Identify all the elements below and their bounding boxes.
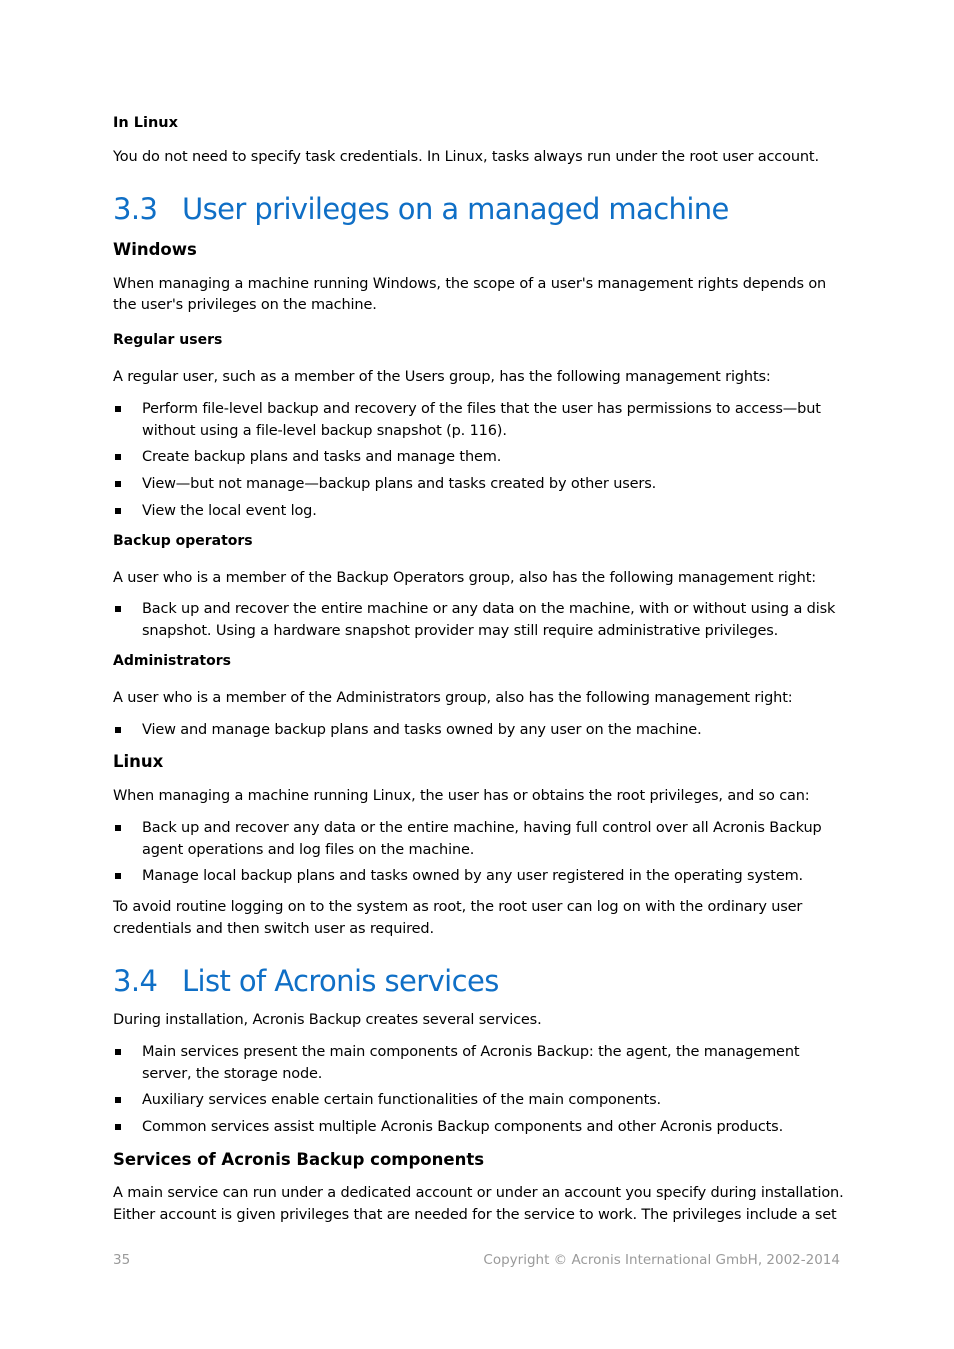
linux-outro-line2: credentials and then switch user as required. (113, 921, 434, 937)
bullet-icon (115, 508, 121, 514)
windows-intro-line2: the user's privileges on the machine. (113, 297, 377, 313)
in-linux-heading: In Linux (113, 115, 178, 131)
list-item (113, 719, 848, 741)
bullet-icon (115, 454, 121, 460)
list-item-line: server, the storage node. (142, 1066, 323, 1082)
section-3-4-intro: During installation, Acronis Backup creates several services. (113, 1012, 542, 1028)
copyright-text: Copyright © Acronis International GmbH, 2002-2014 (483, 1252, 840, 1268)
list-item (113, 598, 848, 642)
list-item-line: Back up and recover any data or the entire machine, having full control over all Acronis Backup (142, 820, 822, 836)
list-item (113, 1116, 848, 1138)
bullet-icon (115, 406, 121, 412)
administrators-heading: Administrators (113, 653, 231, 669)
regular-users-heading: Regular users (113, 332, 223, 348)
backup-operators-heading: Backup operators (113, 533, 253, 549)
bullet-icon (115, 481, 121, 487)
section-3-4-title: List of Acronis services (182, 964, 499, 998)
components-line1: A main service can run under a dedicated account or under an account you specify during installation. (113, 1185, 844, 1201)
list-item (113, 817, 848, 861)
bullet-icon (115, 825, 121, 831)
list-item-line: Create backup plans and tasks and manage them. (142, 449, 502, 465)
section-3-3-title: User privileges on a managed machine (182, 192, 729, 226)
list-item (113, 473, 848, 495)
section-3-4-number: 3.4 (113, 964, 158, 998)
bullet-icon (115, 1049, 121, 1055)
bullet-icon (115, 1097, 121, 1103)
list-item-line: Main services present the main components of Acronis Backup: the agent, the management (142, 1044, 800, 1060)
regular-users-text: A regular user, such as a member of the Users group, has the following management rights: (113, 369, 771, 385)
list-item-line: without using a file-level backup snapshot (p. 116). (142, 423, 507, 439)
bullet-icon (115, 727, 121, 733)
linux-intro: When managing a machine running Linux, the user has or obtains the root privileges, and so can: (113, 788, 810, 804)
page-number: 35 (113, 1252, 131, 1268)
bullet-icon (115, 873, 121, 879)
list-item (113, 398, 848, 442)
list-item (113, 446, 848, 468)
list-item (113, 1041, 848, 1085)
list-item-line: Auxiliary services enable certain functionalities of the main components. (142, 1092, 661, 1108)
linux-heading: Linux (113, 752, 164, 771)
components-line2: Either account is given privileges that are needed for the service to work. The privileges include a set (113, 1207, 837, 1223)
linux-outro-line1: To avoid routine logging on to the system as root, the root user can log on with the ordinary user (113, 899, 803, 915)
backup-operators-text: A user who is a member of the Backup Operators group, also has the following management right: (113, 570, 816, 586)
list-item-line: View—but not manage—backup plans and tasks created by other users. (142, 476, 657, 492)
list-item (113, 865, 848, 887)
list-item-line: Back up and recover the entire machine or any data on the machine, with or without using a disk (142, 601, 836, 617)
list-item (113, 500, 848, 522)
bullet-icon (115, 1124, 121, 1130)
list-item-line: snapshot. Using a hardware snapshot provider may still require administrative privileges. (142, 623, 779, 639)
section-3-3-heading (113, 192, 729, 226)
list-item-line: Manage local backup plans and tasks owned by any user registered in the operating system. (142, 868, 804, 884)
list-item-line: View the local event log. (142, 503, 317, 519)
list-item-line: Perform file-level backup and recovery of the files that the user has permissions to access—but (142, 401, 821, 417)
list-item-line: agent operations and log files on the machine. (142, 842, 475, 858)
section-3-3-number: 3.3 (113, 192, 158, 226)
list-item (113, 1089, 848, 1111)
components-heading: Services of Acronis Backup components (113, 1150, 485, 1169)
list-item-line: Common services assist multiple Acronis Backup components and other Acronis products. (142, 1119, 784, 1135)
section-3-4-heading (113, 964, 499, 998)
bullet-icon (115, 606, 121, 612)
administrators-text: A user who is a member of the Administrators group, also has the following management right: (113, 690, 793, 706)
in-linux-text: You do not need to specify task credentials. In Linux, tasks always run under the root user account. (113, 149, 819, 165)
list-item-line: View and manage backup plans and tasks owned by any user on the machine. (142, 722, 702, 738)
windows-intro-line1: When managing a machine running Windows, the scope of a user's management rights depends on (113, 276, 827, 292)
windows-heading: Windows (113, 240, 197, 259)
